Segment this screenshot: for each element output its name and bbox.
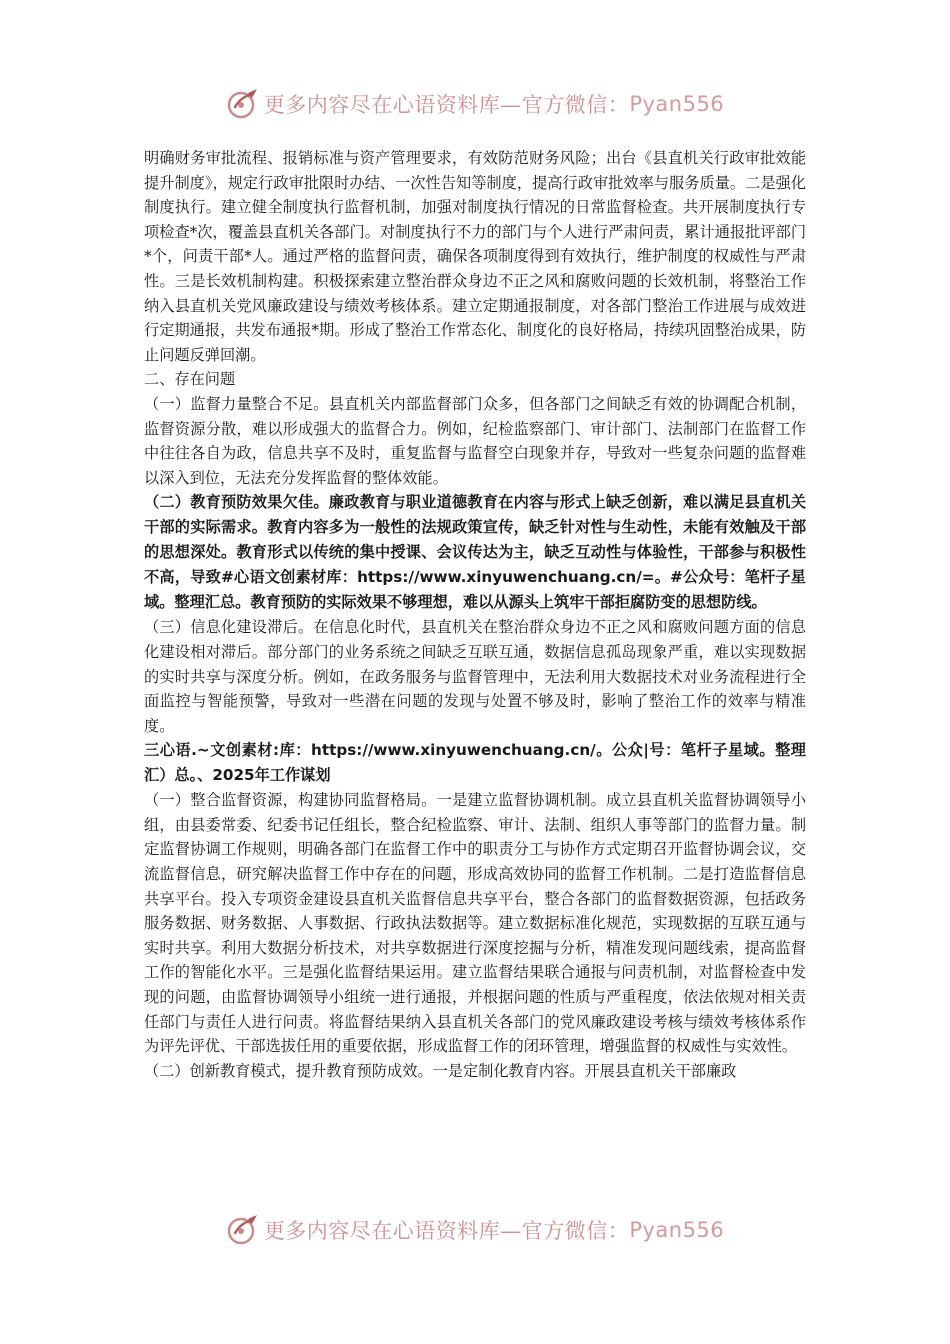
brush-logo-icon (226, 1213, 260, 1247)
banner-wechat-id: Pyan556 (629, 1218, 725, 1242)
paragraph-financial-system: 明确财务审批流程、报销标准与资产管理要求，有效防范财务风险；出台《县直机关行政审批效能提升制度》，规定行政审批限时办结、一次性告知等制度，提高行政审批效率与服务质量。二是强化制度执行。建立健全制度执行监督机制，加强对制度执行情况的日常监督检查。共开展制度执行专项检查*次，覆盖县直机关各部门。对制度执行不力的部门与个人进行严肃问责，累计通报批评部门*个，问责干部*人。通过严格的监督问责，确保各项制度得到有效执行，维护制度的权威性与严肃性。三是长效机制构建。积极探索建立整治群众身边不正之风和腐败问题的长效机制，将整治工作纳入县直机关党风廉政建设与绩效考核体系。建立定期通报制度，对各部门整治工作进展与成效进行定期通报，共发布通报*期。形成了整治工作常态化、制度化的良好格局，持续巩固整治成果，防止问题反弹回潮。 (144, 149, 806, 364)
paragraph-supervision-integration: （一）监督力量整合不足。县直机关内部监督部门众多，但各部门之间缺乏有效的协调配合机制，监督资源分散，难以形成强大的监督合力。例如，纪检监察部门、审计部门、法制部门在监督工作中往往各自为政，信息共享不及时，重复监督与监督空白现象并存，导致对一些复杂问题的监督难以深入到位，无法充分发挥监督的整体效能。 (144, 394, 806, 487)
paragraph-integrate-resources: （一）整合监督资源，构建协同监督格局。一是建立监督协调机制。成立县直机关监督协调领导小组，由县委常委、纪委书记任组长，整合纪检监察、审计、法制、组织人事等部门的监督力量。制定监督协调工作规则，明确各部门在监督工作中的职责分工与协作方式定期召开监督协调会议，交流监督信息，研究解决监督工作中存在的问题，形成高效协同的监督工作机制。二是打造监督信息共享平台。投入专项资金建设县直机关监督信息共享平台，整合各部门的监督数据资源，包括政务服务数据、财务数据、人事数据、行政执法数据等。建立数据标准化规范，实现数据的互联互通与实时共享。利用大数据分析技术，对共享数据进行深度挖掘与分析，精准发现问题线索，提高监督工作的智能化水平。三是强化监督结果运用。建立监督结果联合通报与问责机制，对监督检查中发现的问题，由监督协调领导小组统一进行通报，并根据问题的性质与严重程度，依法依规对相关责任部门与责任人进行问责。将监督结果纳入县直机关各部门的党风廉政建设考核与绩效考核体系作为评先评优、干部选拔任用的重要依据，形成监督工作的闭环管理，增强监督的权威性与实效性。 (144, 791, 806, 1056)
document-body (144, 146, 806, 1083)
section-heading-problems: 二、存在问题 (144, 370, 236, 389)
section-heading-plan: 三心语.~文创素材:库：https://www.xinyuwenchuang.cn/。公众|号：笔杆子星域。整理汇）总。、2025年工作谋划 (144, 741, 806, 785)
banner-text: 更多内容尽在心语资料库—官方微信： (263, 93, 630, 117)
banner-text: 更多内容尽在心语资料库—官方微信： (263, 1219, 630, 1243)
banner-wechat-id: Pyan556 (629, 92, 725, 116)
paragraph-informatization: （三）信息化建设滞后。在信息化时代，县直机关在整治群众身边不正之风和腐败问题方面的信息化建设相对滞后。部分部门的业务系统之间缺乏互联互通，数据信息孤岛现象严重，难以实现数据的实时共享与深度分析。例如，在政务服务与监督管理中，无法利用大数据技术对业务流程进行全面监控与智能预警，导致对一些潜在问题的发现与处置不够及时，影响了整治工作的效率与精准度。 (144, 618, 806, 735)
footer-banner (0, 1210, 950, 1250)
paragraph-education-prevention: （二）教育预防效果欠佳。廉政教育与职业道德教育在内容与形式上缺乏创新，难以满足县直机关干部的实际需求。教育内容多为一般性的法规政策宣传，缺乏针对性与生动性，未能有效触及干部的思想深处。教育形式以传统的集中授课、会议传达为主，缺乏互动性与体验性，干部参与积极性不高，导致#心语文创素材库：https://www.xinyuwenchuang.cn/=。#公众号：笔杆子星域。整理汇总。教育预防的实际效果不够理想，难以从源头上筑牢干部拒腐防变的思想防线。 (144, 493, 806, 612)
brush-logo-icon (226, 87, 260, 121)
paragraph-education-innovation: （二）创新教育模式，提升教育预防成效。一是定制化教育内容。开展县直机关干部廉政 (144, 1061, 737, 1080)
header-banner (0, 84, 950, 124)
